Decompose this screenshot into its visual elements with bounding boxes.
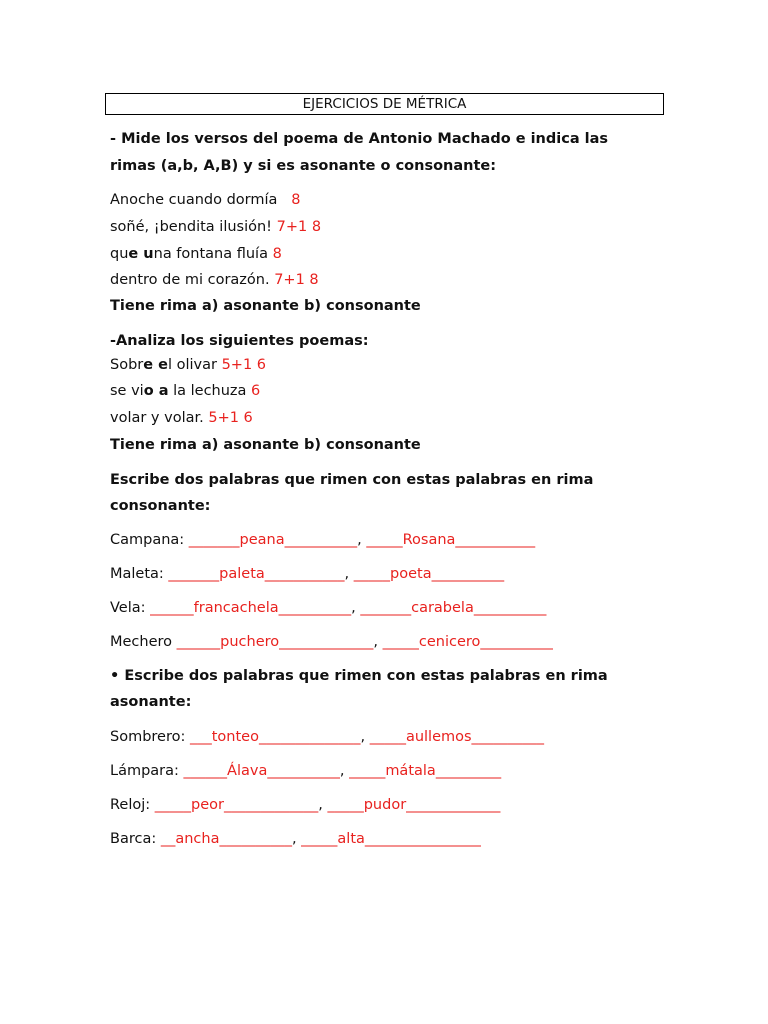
verse-3 <box>110 246 282 262</box>
blank: _______ <box>168 566 220 582</box>
poem-verse-3 <box>110 410 253 426</box>
blank: __________ <box>219 831 292 847</box>
section-3-heading-2: consonante: <box>110 498 211 514</box>
syllable-count: 7+1 8 <box>276 219 322 235</box>
verse-2 <box>110 219 321 235</box>
blank: ___________ <box>264 566 345 582</box>
rhyme-question-1: Tiene rima a) asonante b) consonante <box>110 298 421 314</box>
poem-verse-1 <box>110 357 266 373</box>
worksheet-title: EJERCICIOS DE MÉTRICA <box>105 93 664 115</box>
separator: , <box>373 634 378 650</box>
blank: __________ <box>480 634 553 650</box>
answer-field-1[interactable] <box>155 797 318 813</box>
section-2-heading: -Analiza los siguientes poemas: <box>110 333 369 349</box>
answer-word: paleta <box>219 566 265 582</box>
verse-text-c: l olivar <box>167 357 217 373</box>
blank: _____________ <box>406 797 501 813</box>
blank: _____ <box>382 634 419 650</box>
blank: __ <box>160 831 176 847</box>
verse-1 <box>110 192 300 208</box>
answer-word: cenicero <box>418 634 481 650</box>
syllable-count: 8 <box>291 192 301 208</box>
answer-word: poeta <box>390 566 432 582</box>
verse-text-a: se vi <box>110 383 144 399</box>
word-label: Barca: <box>110 831 157 847</box>
answer-field-1[interactable] <box>161 831 292 847</box>
answer-field-1[interactable] <box>168 566 344 582</box>
blank: ___________ <box>455 532 536 548</box>
verse-text: volar y volar. <box>110 410 204 426</box>
blank: _____ <box>301 831 338 847</box>
blank: _______ <box>188 532 240 548</box>
blank: ______________ <box>258 729 361 745</box>
blank: _________ <box>435 763 502 779</box>
answer-row-mechero <box>110 634 553 650</box>
answer-row-maleta <box>110 566 504 582</box>
blank: _____ <box>154 797 192 813</box>
separator: , <box>339 763 345 779</box>
word-label: Reloj: <box>110 797 151 813</box>
word-label: Lámpara: <box>110 763 179 779</box>
separator: , <box>291 831 297 847</box>
verse-text: Anoche cuando dormía <box>110 192 278 208</box>
answer-field-1[interactable] <box>190 729 360 745</box>
answer-word: aullemos <box>405 729 472 745</box>
blank: _____ <box>353 566 391 582</box>
answer-row-campana <box>110 532 535 548</box>
blank: _______ <box>360 600 412 616</box>
word-label: Maleta: <box>110 566 164 582</box>
word-label: Sombrero: <box>110 729 186 745</box>
answer-word: tonteo <box>211 729 259 745</box>
blank: ______ <box>176 634 221 650</box>
poem-verse-2 <box>110 383 260 399</box>
blank: _____ <box>327 797 364 813</box>
answer-row-vela <box>110 600 546 616</box>
synalepha-mark: e e <box>143 357 168 373</box>
blank: __________ <box>278 600 352 616</box>
answer-field-1[interactable] <box>184 763 340 779</box>
separator: , <box>344 566 350 582</box>
answer-field-2[interactable] <box>366 532 535 548</box>
answer-field-1[interactable] <box>189 532 357 548</box>
blank: __________ <box>284 532 358 548</box>
section-4-heading-2: asonante: <box>110 694 192 710</box>
blank: ________________ <box>364 831 481 847</box>
syllable-count: 5+1 6 <box>208 410 253 426</box>
answer-word: puchero <box>220 634 280 650</box>
blank: ______ <box>183 763 228 779</box>
answer-row-sombrero <box>110 729 544 745</box>
answer-field-2[interactable] <box>360 600 546 616</box>
blank: _____ <box>369 729 406 745</box>
word-label: Mechero <box>110 634 173 650</box>
section-4-heading-1: • Escribe dos palabras que rimen con estas palabras en rima <box>110 668 608 684</box>
answer-word: ancha <box>175 831 220 847</box>
word-label: Campana: <box>110 532 185 548</box>
answer-word: alta <box>337 831 365 847</box>
answer-field-2[interactable] <box>370 729 544 745</box>
answer-word: mátala <box>385 763 436 779</box>
syllable-count: 7+1 8 <box>274 272 319 288</box>
synalepha-mark: o a <box>143 383 169 399</box>
answer-word: francachela <box>193 600 279 616</box>
answer-word: Álava <box>227 763 268 779</box>
separator: , <box>318 797 323 813</box>
blank: __________ <box>431 566 505 582</box>
verse-text-c: la lechuza <box>168 383 247 399</box>
answer-field-2[interactable] <box>301 831 481 847</box>
answer-field-2[interactable] <box>349 763 501 779</box>
blank: ___ <box>189 729 212 745</box>
instruction-line-1: - Mide los versos del poema de Antonio Machado e indica las <box>110 131 609 147</box>
answer-word: peana <box>239 532 285 548</box>
word-label: Vela: <box>110 600 146 616</box>
section-3-heading-1: Escribe dos palabras que rimen con estas palabras en rima <box>110 472 594 488</box>
verse-text-a: qu <box>110 246 129 262</box>
answer-field-2[interactable] <box>383 634 553 650</box>
verse-text-a: Sobr <box>110 357 144 373</box>
syllable-count: 8 <box>272 246 282 262</box>
answer-row-reloj <box>110 797 500 813</box>
answer-row-lampara <box>110 763 501 779</box>
syllable-count: 6 <box>251 383 261 399</box>
answer-word: carabela <box>411 600 474 616</box>
blank: ______ <box>150 600 194 616</box>
answer-field-1[interactable] <box>177 634 374 650</box>
blank: __________ <box>473 600 547 616</box>
answer-field-2[interactable] <box>327 797 500 813</box>
syllable-count: 5+1 6 <box>221 357 267 373</box>
blank: _____ <box>349 763 386 779</box>
blank: _____ <box>366 532 403 548</box>
verse-text-c: na fontana fluía <box>153 246 268 262</box>
blank: __________ <box>267 763 340 779</box>
answer-word: Rosana <box>402 532 456 548</box>
answer-field-1[interactable] <box>150 600 351 616</box>
answer-word: peor <box>191 797 224 813</box>
answer-field-2[interactable] <box>354 566 504 582</box>
answer-row-barca <box>110 831 481 847</box>
separator: , <box>351 600 356 616</box>
verse-text: dentro de mi corazón. <box>110 272 270 288</box>
blank: _____________ <box>279 634 374 650</box>
rhyme-question-2: Tiene rima a) asonante b) consonante <box>110 437 421 453</box>
blank: __________ <box>471 729 545 745</box>
separator: , <box>357 532 362 548</box>
verse-4 <box>110 272 319 288</box>
blank: _____________ <box>224 797 319 813</box>
separator: , <box>360 729 366 745</box>
instruction-line-2: rimas (a,b, A,B) y si es asonante o consonante: <box>110 158 497 174</box>
synalepha-mark: e u <box>128 246 154 262</box>
answer-word: pudor <box>363 797 407 813</box>
verse-text: soñé, ¡bendita ilusión! <box>110 219 272 235</box>
